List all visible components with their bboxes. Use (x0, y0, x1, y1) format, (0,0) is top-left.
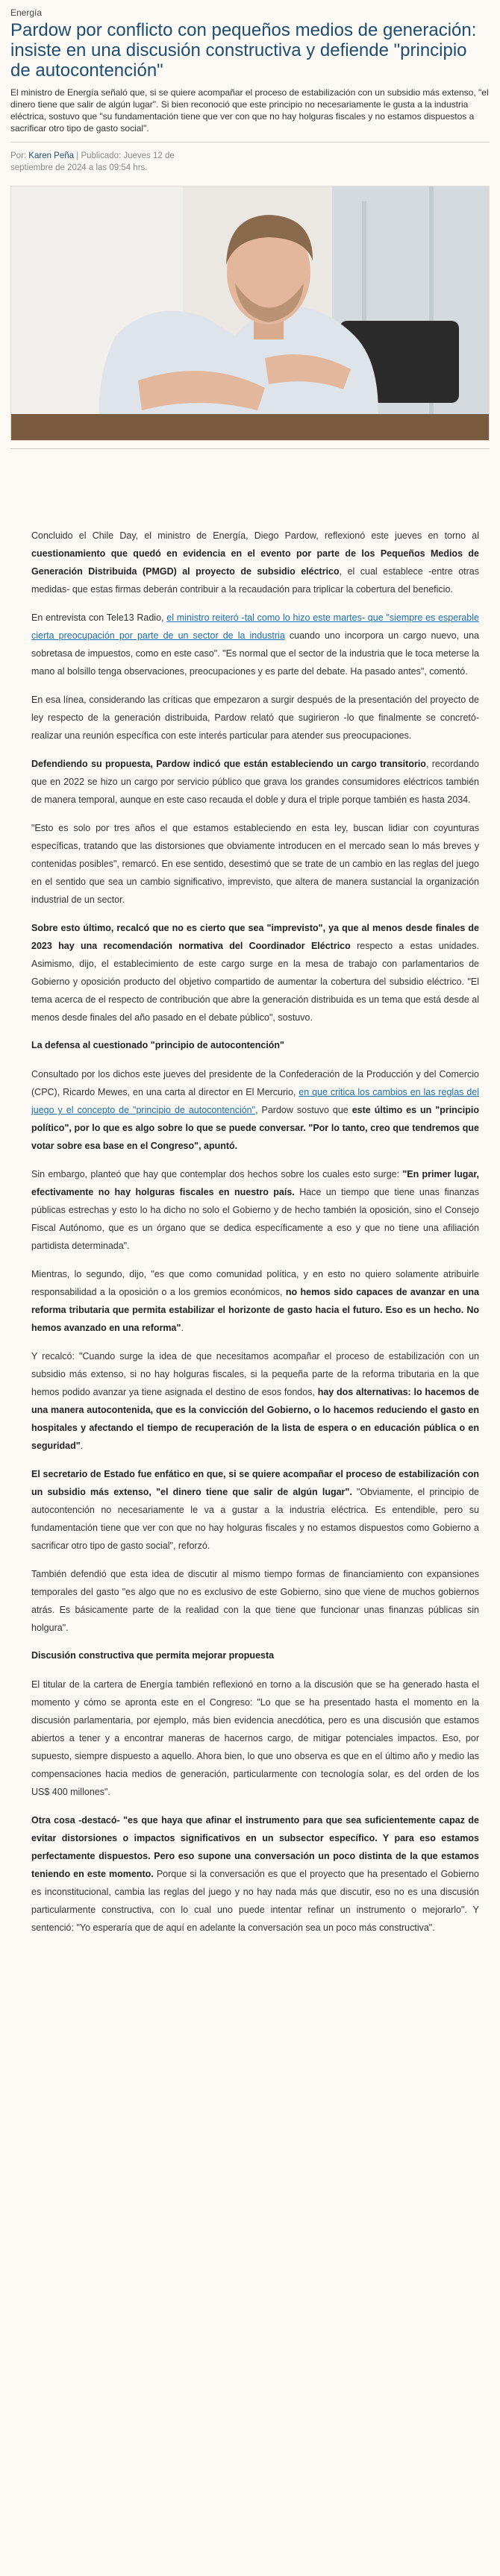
paragraph-1: Concluido el Chile Day, el ministro de Energía, Diego Pardow, reflexionó este jueves en torno al cuestionamiento que quedó en evidencia en el evento por parte de los Pequeños Medios de Generación Distribuida (PMGD) al proyecto de subsidio eléctrico, el cual establece -entre otras medidas- que estas firmas deberán contribuir a la recaudación para triplicar la cobertura del beneficio. (31, 530, 479, 595)
paragraph-11: El secretario de Estado fue enfático en que, si se quiere acompañar el proceso de estabilización con un subsidio más extenso, "el dinero tiene que salir de algún lugar". "Obviamente, el principio de autocontención no necesariamente le va a gustar a la industria eléctrica. Es entendible, pero su fundamentación tiene que ver con que no hay holguras fiscales y no estamos dispuestos como Gobierno a sacrificar otro tipo de gasto social", reforzó. (31, 1469, 479, 1551)
hero-image (10, 186, 490, 441)
article-body (10, 527, 490, 1937)
subheading-autocontencion: La defensa al cuestionado "principio de autocontención" (31, 1040, 284, 1050)
paragraph-7: Consultado por los dichos este jueves del presidente de la Confederación de la Producción y del Comercio (CPC), Ricardo Mewes, en una carta al director en El Mercurio, en que critica los cambios en las reglas del juego y el concepto de "principio de autocontención", Pardow sostuvo que este último es un "principio político", por lo que es algo sobre lo que se puede conversar. "Por lo tanto, creo que tendremos que votar sobre esa base en el Congreso", apuntó. (31, 1069, 479, 1151)
article-lead: El ministro de Energía señaló que, si se quiere acompañar el proceso de estabilización con un subsidio más extenso, "el dinero tiene que salir de algún lugar". Si bien reconoció que este principio no necesariamente le gusta a la industria eléctrica, sostuvo que "su fundamentación tiene que ver con que no hay holguras fiscales y no estamos dispuestos a sacrificar otro tipo de gasto social". (10, 87, 489, 134)
author-name[interactable]: Karen Peña (28, 151, 75, 160)
inline-link-mercurio[interactable]: en que critica los cambios en las reglas del juego y el concepto de "principio de autocontención" (31, 1087, 479, 1115)
paragraph-8: Sin embargo, planteó que hay que contemplar dos hechos sobre los cuales esto surge: "En primer lugar, efectivamente no hay holguras fiscales en nuestro país. Hace un tiempo que tiene unas finanzas públicas estrechas y esto lo ha dicho no solo el Gobierno y de hecho también la oposición, sino el Consejo Fiscal Autónomo, que es un órgano que se dedica específicamente a eso y que no tiene una afiliación partidista determinada". (31, 1169, 479, 1251)
paragraph-14: Otra cosa -destacó- "es que haya que afinar el instrumento para que sea suficientemente capaz de evitar distorsiones o impactos significativos en un subsector específico. Y para eso estamos perfectamente dispuestos. Pero eso supone una conversación un poco distinta de la que estamos teniendo en este momento. Porque si la conversación es que el proyecto que ha presentado el Gobierno es inconstitucional, cambia las reglas del juego y no hay nada más que discutir, eso no es una discusión particularmente constructiva, con lo cual uno puede intentar refinar un instrumento o mejorarlo". Y sentenció: "Yo esperaría que de aquí en adelante la conversación sea un poco más constructiva". (31, 1815, 479, 1933)
inline-link-martes[interactable]: el ministro reiteró -tal como lo hizo este martes- que "siempre es esperable cierta preocupación por parte de un sector de la industria (31, 612, 479, 641)
paragraph-13: El titular de la cartera de Energía también reflexionó en torno a la discusión que se ha generado hasta el momento y cómo se apronta este en el Congreso: "Lo que se ha presentado hasta el momento en la discusión parlamentaria, por ejemplo, más bien evidencia anecdótica, pero es una discusión que estamos abiertos a tener y a encontrar maneras de hacernos cargo, de mitigar potenciales impactos. Eso, por supuesto, siempre dispuesto a aquello. Ahora bien, lo que uno observa es que en el último año y medio las compensaciones hacia medios de generación, particularmente con tecnología solar, es del orden de los US$ 400 millones". (31, 1679, 479, 1797)
paragraph-4: Defendiendo su propuesta, Pardow indicó que están estableciendo un cargo transitorio, recordando que en 2022 se hizo un cargo por servicio público que grava los grandes consumidores eléctricos también de manera temporal, aunque en este caso recauda el doble y dura el triple porque también es hasta 2034. (31, 759, 479, 805)
byline-por-label: Por: (10, 151, 27, 160)
paragraph-9: Mientras, lo segundo, dijo, "es que como comunidad política, y en esto no quiero solamente atribuirle responsabilidad a la oposición o a los gremios económicos, no hemos sido capaces de avanzar en una reforma tributaria que permita estabilizar el horizonte de gasto hacia el futuro. Eso es un hecho. No hemos avanzado en una reforma". (31, 1269, 479, 1333)
published-date: Publicado: Jueves 12 de septiembre de 2024 a las 09:54 hrs. (10, 151, 175, 172)
paragraph-6: Sobre esto último, recalcó que no es cierto que sea "imprevisto", ya que al menos desde finales de 2023 hay una recomendación normativa del Coordinador Eléctrico respecto a estas unidades. Asimismo, dijo, el establecimiento de este cargo surge en la mesa de trabajo con parlamentarios de Gobierno y oposición producto del objetivo compartido de aumentar la cobertura del subsidio eléctrico. "El tema acerca de el respecto de contribución que abre la generación distribuida es un tema que está desde al menos desde finales del año pasado en el debate público", sostuvo. (31, 923, 480, 1023)
byline (10, 142, 190, 183)
paragraph-12: También defendió que esta idea de discutir al mismo tiempo formas de financiamiento con expansiones temporales del gasto "es algo que no es exclusivo de este Gobierno, sino que viene de muchos gobiernos atrás. Es básicamente parte de la realidad con la que tiene que funcionar unas finanzas públicas sin holgura". (31, 1569, 479, 1633)
paragraph-10: Y recalcó: "Cuando surge la idea de que necesitamos acompañar el proceso de estabilización con un subsidio más extenso, si no hay holguras fiscales, si la pequeña parte de la reforma tributaria en la que hemos podido avanzar ya tiene asignada el destino de esos fondos, hay dos alternativas: lo hacemos de una manera autocontenida, que es la convicción del Gobierno, o lo hacemos reduciendo el gasto en hospitales y afectando el tiempo de recuperación de la lista de espera o en educación pública o en seguridad". (31, 1351, 479, 1451)
article-title: Pardow por conflicto con pequeños medios de generación: insiste en una discusión constructiva y defiende "principio de autocontención" (10, 20, 477, 81)
category-label[interactable]: Energía (10, 7, 43, 18)
byline-separator: | (76, 151, 79, 160)
image-divider (10, 448, 490, 449)
paragraph-2: En entrevista con Tele13 Radio, el ministro reiteró -tal como lo hizo este martes- que "siempre es esperable cierta preocupación por parte de un sector de la industria cuando uno incorpora un cargo nuevo, una sobretasa de impuestos, como en este caso". "Es normal que el sector de la industria que le toca meterse la mano al bolsillo tenga observaciones, preocupaciones y es parte del debate. Ha pasado antes", comentó. (31, 612, 479, 677)
paragraph-3: En esa línea, considerando las críticas que empezaron a surgir después de la presentación del proyecto de ley respecto de la generación distribuida, Pardow relató que sugirieron -lo que finalmente se concretó- realizar una reunión específica con este interés particular para atender sus preocupaciones. (31, 695, 479, 741)
paragraph-5: "Esto es solo por tres años el que estamos estableciendo en esta ley, buscan lidiar con coyunturas específicas, tratando que las distorsiones que obviamente introducen en el mercado sean lo más breves y contenidas posibles", remarcó. En ese sentido, desestimó que se trate de un cambio en las reglas del juego en el sentido que sea un cambio significativo, imprevisto, que altera de manera sustancial la organización industrial de un sector. (31, 823, 479, 905)
subheading-discusion: Discusión constructiva que permita mejorar propuesta (31, 1650, 275, 1661)
hero-photo-illustration (11, 187, 490, 441)
table-shape (11, 414, 490, 441)
